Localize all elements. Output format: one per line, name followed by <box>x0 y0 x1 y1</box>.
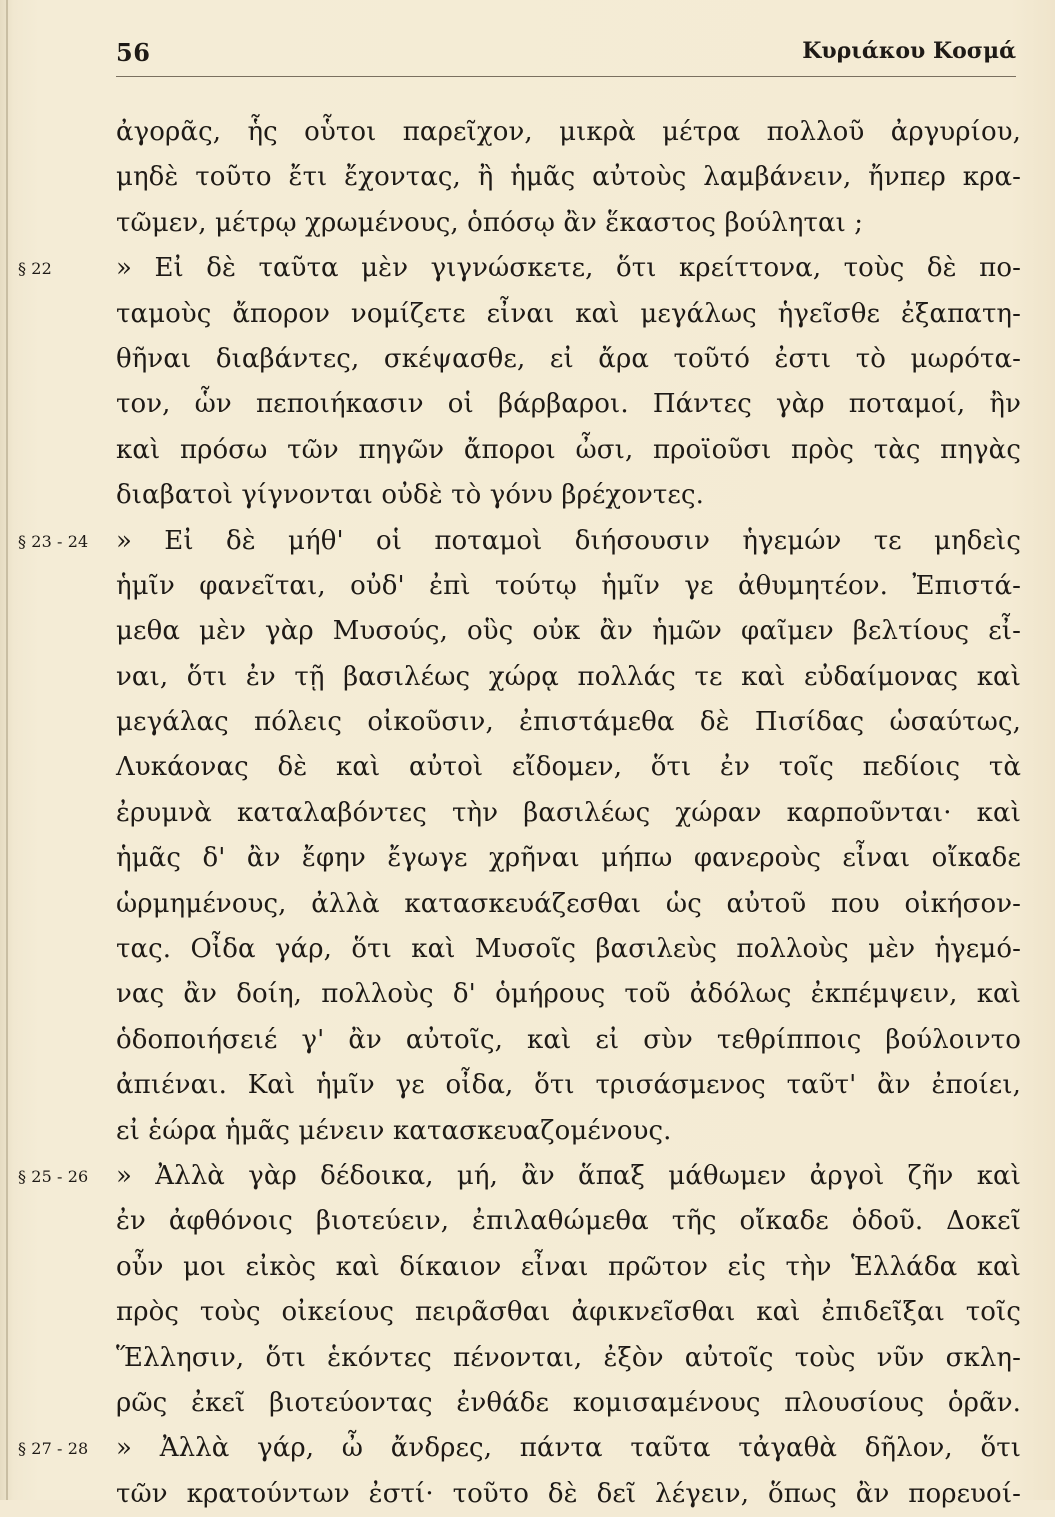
line-text: Λυκάονας δὲ καὶ αὐτοὶ εἴδομεν, ὅτι ἐν τοῖς πεδίοις τὰ <box>116 752 1021 783</box>
text-line <box>116 927 1021 972</box>
line-text: καὶ πρόσω τῶν πηγῶν ἄποροι ὦσι, προϊοῦσι πρὸς τὰς πηγὰς <box>116 434 1021 465</box>
text-line <box>18 1426 1021 1471</box>
line-text: μεγάλας πόλεις οἰκοῦσιν, ἐπιστάμεθα δὲ Πισίδας ὡσαύτως, <box>116 707 1021 738</box>
line-text: ὁδοποιήσειέ γ' ἂν αὐτοῖς, καὶ εἰ σὺν τεθρίπποις βούλοιντο <box>116 1024 1021 1055</box>
page-header <box>116 30 1016 70</box>
line-text: πρὸς τοὺς οἰκείους πειρᾶσθαι ἀφικνεῖσθαι καὶ ἐπιδεῖξαι τοῖς <box>116 1297 1021 1328</box>
line-text: ἀγορᾶς, ἧς οὗτοι παρεῖχον, μικρὰ μέτρα πολλοῦ ἀργυρίου, <box>116 117 1021 147</box>
text-line <box>116 1336 1021 1381</box>
line-text: τῶν κρατούντων ἐστί· τοῦτο δὲ δεῖ λέγειν, ὅπως ἂν πορευοί- <box>116 1478 1021 1509</box>
text-line <box>116 745 1021 790</box>
line-text: ρῶς ἐκεῖ βιοτεύοντας ἐνθάδε κομισαμένους πλουσίους ὁρᾶν. <box>116 1387 1021 1418</box>
line-text: τον, ὧν πεποιήκασιν οἱ βάρβαροι. Πάντες γὰρ ποταμοί, ἢν <box>116 389 1021 420</box>
line-text: » Εἰ δὲ μήθ' οἱ ποταμοὶ διήσουσιν ἡγεμών τε μηδεὶς <box>116 525 1021 556</box>
line-text: » Ἀλλὰ γὰρ δέδοικα, μή, ἂν ἅπαξ μάθωμεν ἀργοὶ ζῆν καὶ <box>116 1160 1021 1191</box>
running-title: Κυριάκου Κοσμά <box>802 38 1016 64</box>
line-text: τας. Οἶδα γάρ, ὅτι καὶ Μυσοῖς βασιλεὺς πολλοὺς μὲν ἡγεμό- <box>116 934 1021 965</box>
line-text: ὡρμημένους, ἀλλὰ κατασκευάζεσθαι ὡς αὐτοῦ που οἰκήσον- <box>116 888 1021 919</box>
line-text: ἀπιέναι. Καὶ ἡμῖν γε οἶδα, ὅτι τρισάσμενος ταῦτ' ἂν ἐποίει, <box>116 1070 1021 1101</box>
line-text: ἐν ἀφθόνοις βιοτεύειν, ἐπιλαθώμεθα τῆς οἴκαδε ὁδοῦ. Δοκεῖ <box>116 1206 1021 1237</box>
line-text: θῆναι διαβάντες, σκέψασθε, εἰ ἄρα τοῦτό ἐστι τὸ μωρότα- <box>116 343 1021 374</box>
text-line <box>18 246 1021 291</box>
page-number: 56 <box>116 38 151 67</box>
text-line <box>116 201 1021 246</box>
text-line <box>116 1199 1021 1244</box>
text-line <box>116 337 1021 382</box>
text-line <box>116 1245 1021 1290</box>
line-text: ναι, ὅτι ἐν τῇ βασιλέως χώρᾳ πολλάς τε καὶ εὐδαίμονας καὶ <box>116 661 1021 692</box>
section-marker: § 27 - 28 <box>18 1439 89 1459</box>
line-text: ἡμᾶς δ' ἂν ἔφην ἔγωγε χρῆναι μήπω φανεροὺς εἶναι οἴκαδε <box>116 843 1021 874</box>
text-line <box>18 519 1021 564</box>
section-marker: § 25 - 26 <box>18 1166 89 1186</box>
text-line <box>116 972 1021 1017</box>
header-rule <box>116 76 1016 77</box>
text-line <box>116 1290 1021 1335</box>
text-line <box>116 1381 1021 1426</box>
line-text: μηδὲ τοῦτο ἔτι ἔχοντας, ἢ ἡμᾶς αὐτοὺς λαμβάνειν, ἤνπερ κρα- <box>116 162 1021 193</box>
text-line <box>116 564 1021 609</box>
line-text: διαβατοὶ γίγνονται οὐδὲ τὸ γόνυ βρέχοντες. <box>116 480 705 511</box>
body-text <box>18 110 1021 1517</box>
text-line <box>116 882 1021 927</box>
text-line <box>116 655 1021 700</box>
text-line <box>116 382 1021 427</box>
line-text: νας ἂν δοίη, πολλοὺς δ' ὁμήρους τοῦ ἀδόλως ἐκπέμψειν, καὶ <box>116 979 1021 1010</box>
text-line <box>116 155 1021 200</box>
text-line <box>116 473 1021 518</box>
text-line <box>116 1109 1021 1154</box>
line-text: μεθα μὲν γὰρ Μυσούς, οὓς οὐκ ἂν ἡμῶν φαῖμεν βελτίους εἶ- <box>116 616 1021 647</box>
text-line <box>116 1018 1021 1063</box>
text-line <box>18 1154 1021 1199</box>
text-line <box>116 292 1021 337</box>
section-marker: § 22 <box>18 259 52 279</box>
line-text: ταμοὺς ἄπορον νομίζετε εἶναι καὶ μεγάλως ἡγεῖσθε ἐξαπατη- <box>116 298 1021 329</box>
text-line <box>116 609 1021 654</box>
line-text: εἰ ἑώρα ἡμᾶς μένειν κατασκευαζομένους. <box>116 1115 672 1146</box>
line-text: ἐρυμνὰ καταλαβόντες τὴν βασιλέως χώραν καρποῦνται· καὶ <box>116 797 1021 828</box>
binding-edge <box>6 0 8 1500</box>
line-text: ἡμῖν φανεῖται, οὐδ' ἐπὶ τούτῳ ἡμῖν γε ἀθυμητέον. Ἐπιστά- <box>116 570 1021 601</box>
line-text: Ἕλλησιν, ὅτι ἑκόντες πένονται, ἐξὸν αὐτοῖς τοὺς νῦν σκλη- <box>116 1342 1021 1373</box>
text-line <box>116 791 1021 836</box>
section-marker: § 23 - 24 <box>18 531 89 551</box>
text-line <box>116 836 1021 881</box>
line-text: » Εἰ δὲ ταῦτα μὲν γιγνώσκετε, ὅτι κρείττονα, τοὺς δὲ πο- <box>116 253 1021 284</box>
line-text: τῶμεν, μέτρῳ χρωμένους, ὁπόσῳ ἂν ἕκαστος βούληται ; <box>116 207 864 238</box>
text-line <box>116 1063 1021 1108</box>
text-line <box>116 110 1021 155</box>
text-line <box>116 428 1021 473</box>
text-line <box>116 700 1021 745</box>
line-text: » Ἀλλὰ γάρ, ὦ ἄνδρες, πάντα ταῦτα τἀγαθὰ δῆλον, ὅτι <box>116 1433 1021 1464</box>
line-text: οὖν μοι εἰκὸς καὶ δίκαιον εἶναι πρῶτον εἰς τὴν Ἑλλάδα καὶ <box>116 1251 1021 1282</box>
text-line <box>116 1472 1021 1517</box>
